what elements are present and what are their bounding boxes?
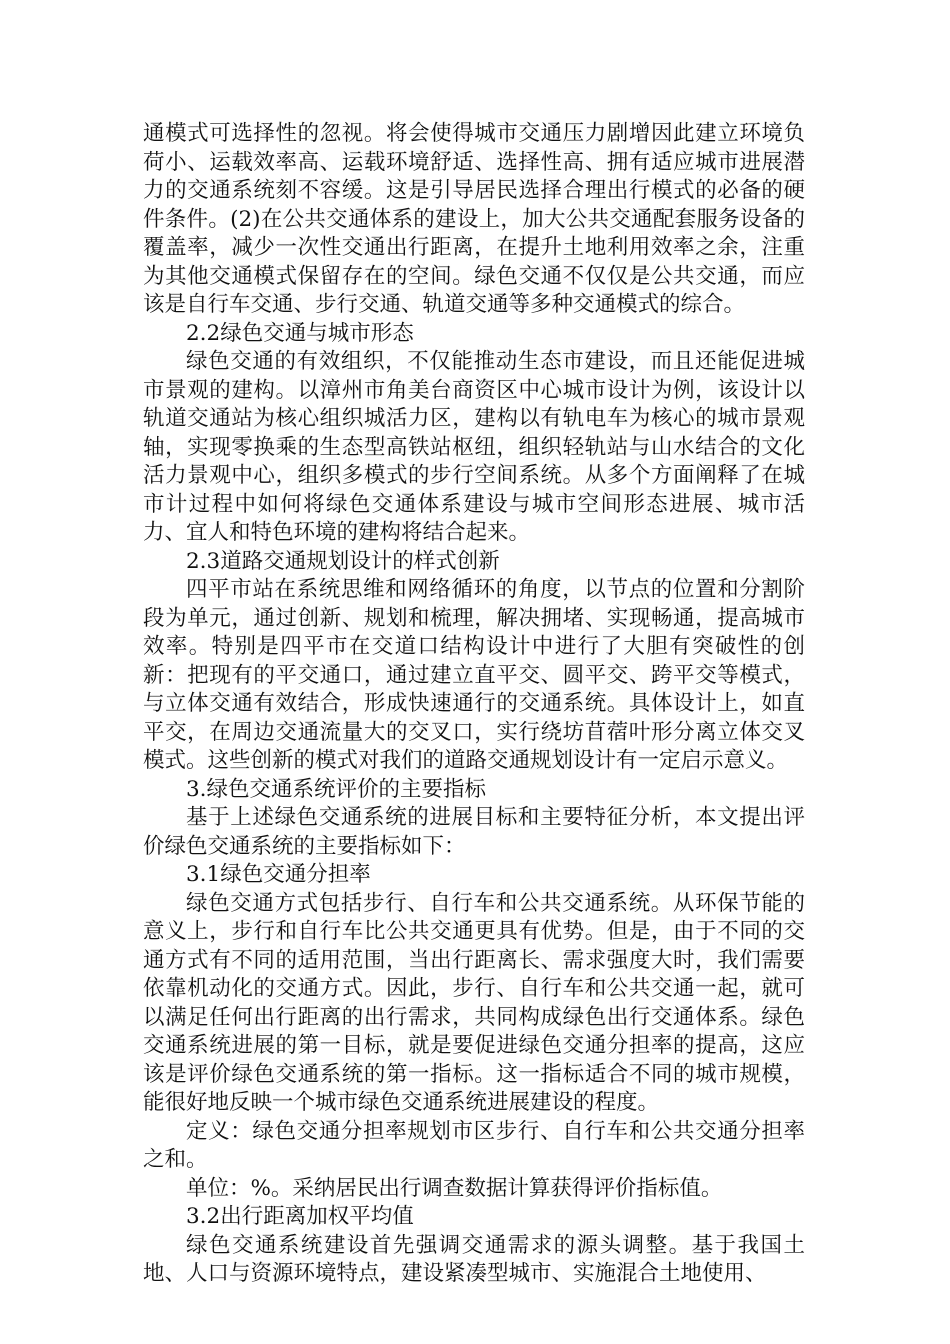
paragraph-unit: 单位：%。采纳居民出行调查数据计算获得评价指标值。 — [186, 1175, 723, 1201]
paragraph-indicators-intro: 基于上述绿色交通系统的进展目标和主要特征分析，本文提出评价绿色交通系统的主要指标如下： — [143, 805, 805, 859]
section-heading-3-2: 3.2出行距离加权平均值 — [186, 1204, 414, 1229]
section-heading-3-1: 3.1绿色交通分担率 — [186, 862, 371, 887]
document-body — [143, 120, 805, 1289]
section-heading-3: 3.绿色交通系统评价的主要指标 — [186, 776, 487, 802]
paragraph-travel-distance: 绿色交通系统建设首先强调交通需求的源头调整。基于我国土地、人口与资源环境特点，建设紧凑型城市、实施混合土地使用、 — [143, 1232, 805, 1286]
paragraph-definition: 定义：绿色交通分担率规划市区步行、自行车和公共交通分担率之和。 — [143, 1118, 805, 1172]
paragraph-transport-modes-continuation: 通模式可选择性的忽视。将会使得城市交通压力剧增因此建立环境负荷小、运载效率高、运载环境舒适、选择性高、拥有适应城市进展潜力的交通系统刻不容缓。这是引导居民选择合理出行模式的必备的硬件条件。(2)在公共交通体系的建设上，加大公共交通配套服务设备的覆盖率，减少一次性交通出行距离，在提升土地利用效率之余，注重为其他交通模式保留存在的空间。绿色交通不仅仅是公共交通，而应该是自行车交通、步行交通、轨道交通等多种交通模式的综合。 — [143, 121, 805, 317]
paragraph-green-transport-urban-form: 绿色交通的有效组织，不仅能推动生态市建设，而且还能促进城市景观的建构。以漳州市角美台商资区中心城市设计为例，该设计以轨道交通站为核心组织城活力区，建构以有轨电车为核心的城市景观轴，实现零换乘的生态型高铁站枢纽，组织轻轨站与山水结合的文化活力景观中心，组织多模式的步行空间系统。从多个方面阐释了在城市计过程中如何将绿色交通体系建设与城市空间形态进展、城市活力、宜人和特色环境的建构将结合起来。 — [143, 349, 805, 545]
paragraph-siping-innovation: 四平市站在系统思维和网络循环的角度，以节点的位置和分割阶段为单元，通过创新、规划和梳理，解决拥堵、实现畅通，提高城市效率。特别是四平市在交道口结构设计中进行了大胆有突破性的创新：把现有的平交通口，通过建立直平交、圆平交、跨平交等模式，与立体交通有效结合，形成快速通行的交通系统。具体设计上，如直平交，在周边交通流量大的交叉口，实行绕坊苜蓿叶形分离立体交叉模式。这些创新的模式对我们的道路交通规划设计有一定启示意义。 — [143, 577, 805, 773]
section-heading-2-3: 2.3道路交通规划设计的样式创新 — [186, 548, 500, 574]
section-heading-2-2: 2.2绿色交通与城市形态 — [186, 320, 414, 346]
paragraph-modal-share: 绿色交通方式包括步行、自行车和公共交通系统。从环保节能的意义上，步行和自行车比公共交通更具有优势。但是，由于不同的交通方式有不同的适用范围，当出行距离长、需求强度大时，我们需要依靠机动化的交通方式。因此，步行、自行车和公共交通一起，就可以满足任何出行距离的出行需求，共同构成绿色出行交通体系。绿色交通系统进展的第一目标，就是要促进绿色交通分担率的提高，这应该是评价绿色交通系统的第一指标。这一指标适合不同的城市规模，能很好地反映一个城市绿色交通系统进展建设的程度。 — [143, 890, 805, 1115]
